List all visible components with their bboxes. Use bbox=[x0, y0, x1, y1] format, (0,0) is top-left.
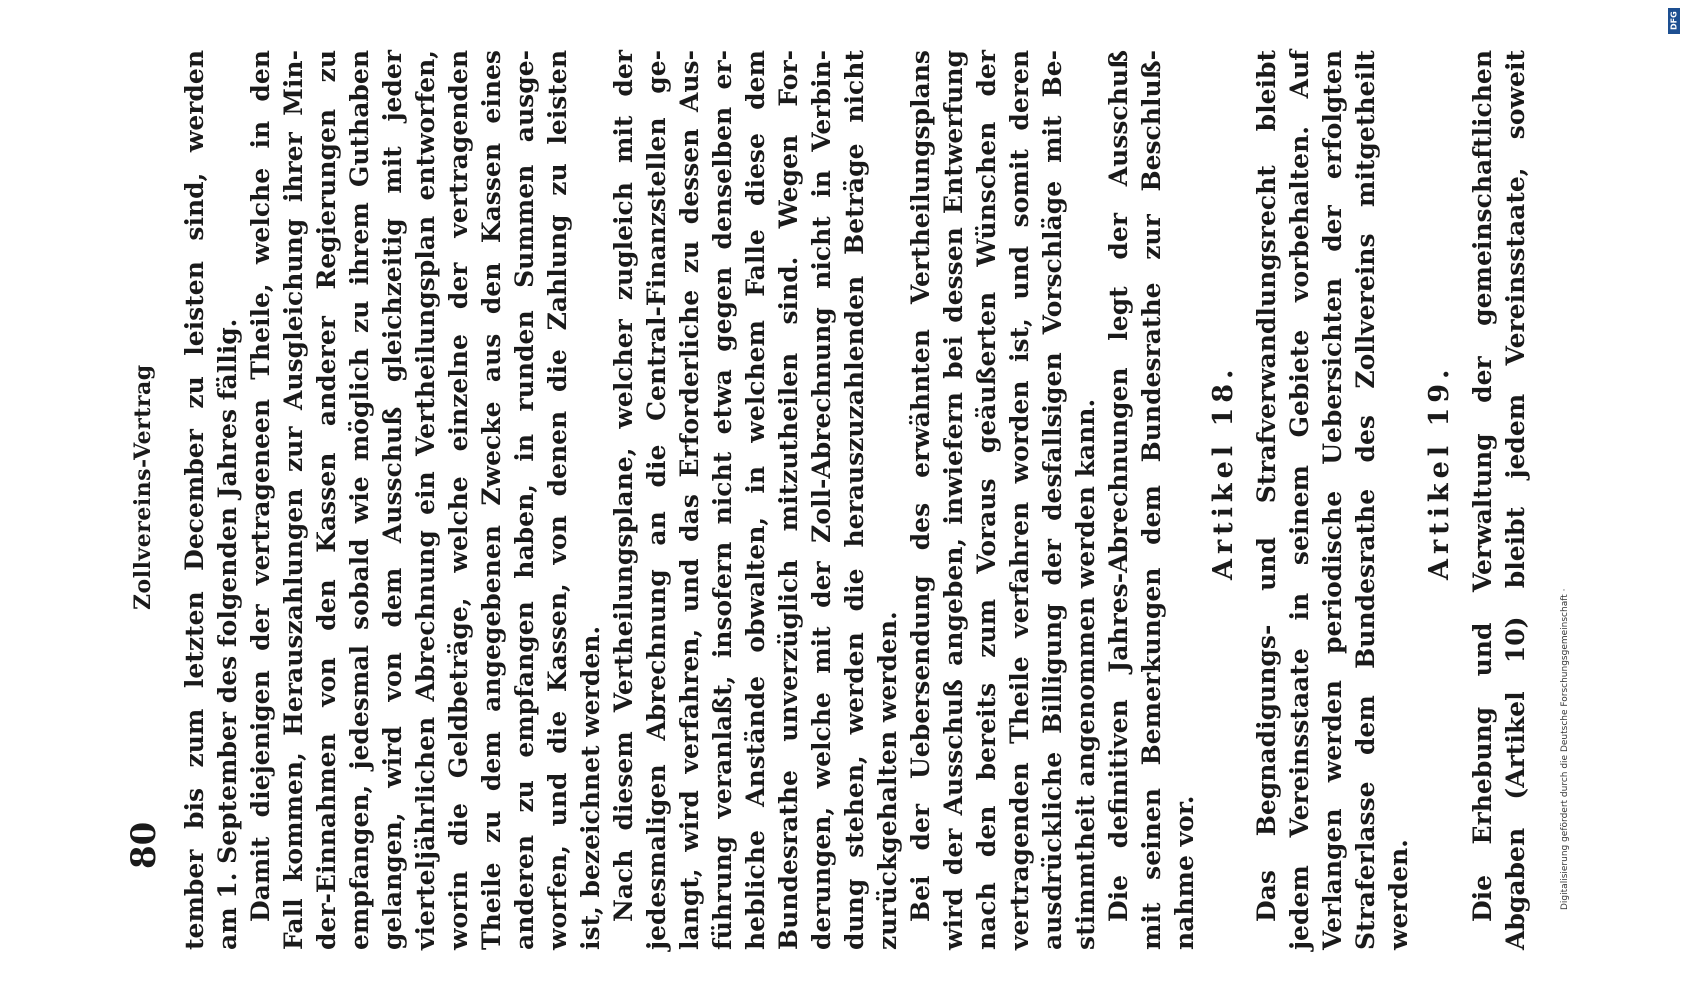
body-line: langt, wird verfahren, und das Erforderliche zu dessen Aus- bbox=[675, 50, 704, 950]
article-18-line: werden. bbox=[1384, 839, 1413, 950]
article-18-line: Verlangen werden periodische Uebersichten der erfolgten bbox=[1318, 50, 1347, 950]
article-19-line: Abgaben (Artikel 10) bleibt jedem Vereinsstaate, soweit bbox=[1501, 50, 1530, 950]
body-line: tember bis zum letzten December zu leisten sind, werden bbox=[180, 50, 209, 950]
body-line: am 1. September des folgenden Jahres fällig. bbox=[213, 318, 242, 950]
body-line: zurückgehalten werden. bbox=[873, 611, 902, 950]
body-line: Nach diesem Vertheilungsplane, welcher zugleich mit der bbox=[609, 50, 638, 922]
body-line: vertragenden Theile verfahren worden ist, und somit deren bbox=[1005, 50, 1034, 950]
body-line: führung veranlaßt, insofern nicht etwa gegen denselben er- bbox=[708, 50, 737, 950]
body-line: nahme vor. bbox=[1170, 795, 1199, 950]
article-18-line: Straferlasse dem Bundesrathe des Zollvereins mitgetheilt bbox=[1351, 50, 1380, 950]
digitization-credit: Digitalisierung gefördert durch die Deutsche Forschungsgemeinschaft · bbox=[1560, 588, 1570, 910]
body-line: nach den bereits zum Voraus geäußerten Wünschen der bbox=[972, 50, 1001, 950]
article-18-heading: Artikel 18. bbox=[1208, 364, 1239, 580]
body-line: der-Einnahmen von den Kassen anderer Regierungen zu bbox=[312, 50, 341, 950]
dfg-logo-icon: DFG bbox=[1668, 8, 1680, 34]
article-18-line: Das Begnadigungs- und Strafverwandlungsrecht bleibt bbox=[1252, 50, 1281, 922]
article-19-heading: Artikel 19. bbox=[1424, 364, 1455, 580]
body-line: derungen, welche mit der Zoll-Abrechnung nicht in Verbin- bbox=[807, 50, 836, 950]
body-line: mit seinen Bemerkungen dem Bundesrathe zur Beschluß- bbox=[1137, 50, 1166, 950]
body-line: ist, bezeichnet werden. bbox=[576, 625, 605, 950]
body-line: ausdrückliche Billigung der desfallsigen Vorschläge mit Be- bbox=[1038, 50, 1067, 950]
body-line: empfangen, jedesmal sobald wie möglich zu ihrem Guthaben bbox=[345, 50, 374, 950]
body-line: wird der Ausschuß angeben, inwiefern bei dessen Entwerfung bbox=[939, 50, 968, 950]
body-line: hebliche Anstände obwalten, in welchem Falle diese dem bbox=[741, 50, 770, 950]
body-line: vierteljährlichen Abrechnung ein Vertheilungsplan entworfen, bbox=[411, 50, 440, 950]
body-line: dung stehen, werden die herauszuzahlenden Beträge nicht bbox=[840, 50, 869, 950]
body-line: Bei der Uebersendung des erwähnten Vertheilungsplans bbox=[906, 50, 935, 922]
body-line: Bundesrathe unverzüglich mitzutheilen sind. Wegen For- bbox=[774, 50, 803, 950]
body-line: Die definitiven Jahres-Abrechnungen legt der Ausschuß bbox=[1104, 50, 1133, 922]
body-line: Damit diejenigen der vertrageneen Theile, welche in den bbox=[246, 50, 275, 922]
body-line: jedesmaligen Abrechnung an die Central-Finanzstellen ge- bbox=[642, 50, 671, 950]
article-19-line: Die Erhebung und Verwaltung der gemeinschaftlichen bbox=[1468, 50, 1497, 922]
body-line: stimmtheit angenommen werden kann. bbox=[1071, 398, 1100, 950]
article-18-line: jedem Vereinsstaate in seinem Gebiete vorbehalten. Auf bbox=[1285, 50, 1314, 950]
body-line: Theile zu dem angegebenen Zwecke aus den Kassen eines bbox=[477, 50, 506, 950]
body-line: worin die Geldbeträge, welche einzelne der vertragenden bbox=[444, 50, 473, 950]
page-number: 80 bbox=[124, 821, 164, 869]
body-line: anderen zu empfangen haben, in runden Summen ausge- bbox=[510, 50, 539, 950]
body-line: worfen, und die Kassen, von denen die Zahlung zu leisten bbox=[543, 50, 572, 950]
body-line: gelangen, wird von dem Ausschuß gleichzeitig mit jeder bbox=[378, 50, 407, 950]
running-head: Zollvereins-Vertrag bbox=[130, 364, 156, 610]
body-line: Fall kommen, Herauszahlungen zur Ausgleichung ihrer Min- bbox=[279, 50, 308, 950]
